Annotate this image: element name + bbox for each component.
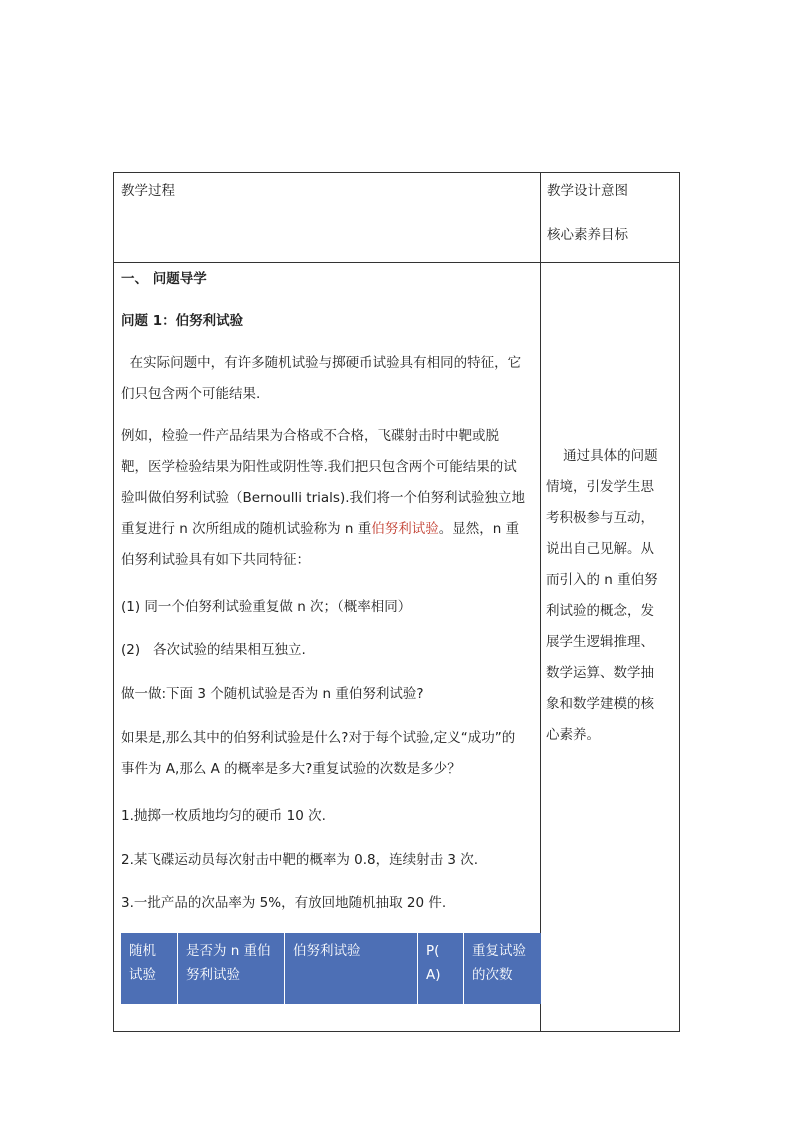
try-it-prompt: 做一做:下面 3 个随机试验是否为 n 重伯努利试验? — [121, 686, 424, 702]
experiment-item-3: 3.一批产品的次品率为 5%，有放回地随机抽取 20 件. — [121, 895, 447, 911]
example-line-5: 伯努利试验具有如下共同特征： — [121, 552, 310, 568]
table-header-cell: 重复试验 的次数 — [472, 943, 526, 983]
example-paragraph — [121, 421, 535, 576]
example-line-2: 靶，医学检验结果为阳性或阴性等.我们把只包含两个可能结果的试 — [121, 459, 517, 475]
question-line-2: 事件为 A,那么 A 的概率是多大?重复试验的次数是多少？ — [121, 761, 461, 777]
design-intent-header: 教学设计意图 — [547, 183, 628, 199]
core-goal-header: 核心素养目标 — [547, 227, 628, 243]
section-title: 一、 问题导学 — [121, 271, 207, 287]
table-header-cell: P( A) — [418, 933, 464, 1004]
feature-2: (2) 各次试验的结果相互独立. — [121, 642, 306, 658]
table-header-cell: 伯努利试验 — [285, 933, 418, 1004]
column-divider — [540, 173, 541, 1031]
example-line-4 — [121, 514, 535, 545]
table-header-cell: 随机 试验 — [121, 933, 178, 1004]
question-paragraph — [121, 723, 535, 785]
question-line-1: 如果是,那么其中的伯努利试验是什么?对于每个试验,定义“成功”的 — [121, 730, 516, 746]
intro-line-2: 们只包含两个可能结果. — [121, 386, 261, 402]
lesson-plan-table — [113, 172, 680, 1032]
example-line-4-start: 重复进行 n 次所组成的随机试验称为 n 重 — [121, 521, 372, 537]
experiment-item-1: 1.抛掷一枚质地均匀的硬币 10 次. — [121, 808, 326, 824]
teaching-process-header: 教学过程 — [121, 183, 175, 199]
table-header-cell: 是否为 n 重伯 努利试验 — [178, 933, 285, 1004]
intro-line-1: 在实际问题中，有许多随机试验与掷硬币试验具有相同的特征，它 — [121, 355, 522, 371]
feature-1: (1) 同一个伯努利试验重复做 n 次；（概率相同） — [121, 599, 412, 615]
example-line-1: 例如，检验一件产品结果为合格或不合格，飞碟射击时中靶或脱 — [121, 428, 499, 444]
header-divider — [114, 262, 679, 263]
experiment-table-header — [121, 933, 541, 1004]
example-line-4-end: 。显然，n 重 — [438, 521, 520, 537]
intro-paragraph — [121, 348, 535, 410]
example-line-3: 验叫做伯努利试验（Bernoulli trials).我们将一个伯努利试验独立地 — [121, 490, 526, 506]
experiment-item-2: 2.某飞碟运动员每次射击中靶的概率为 0.8，连续射击 3 次. — [121, 852, 479, 868]
highlighted-term: 伯努利试验 — [371, 521, 439, 537]
problem-title: 问题 1：伯努利试验 — [121, 313, 244, 329]
design-intent-text: 通过具体的问题 情境，引发学生思 考积极参与互动， 说出自己见解。从 而引入的 n 重伯努 利试验的概念，发 展学生逻辑推理、 数学运算、数学抽 象和数学建模的核 心素养。 — [546, 448, 658, 743]
